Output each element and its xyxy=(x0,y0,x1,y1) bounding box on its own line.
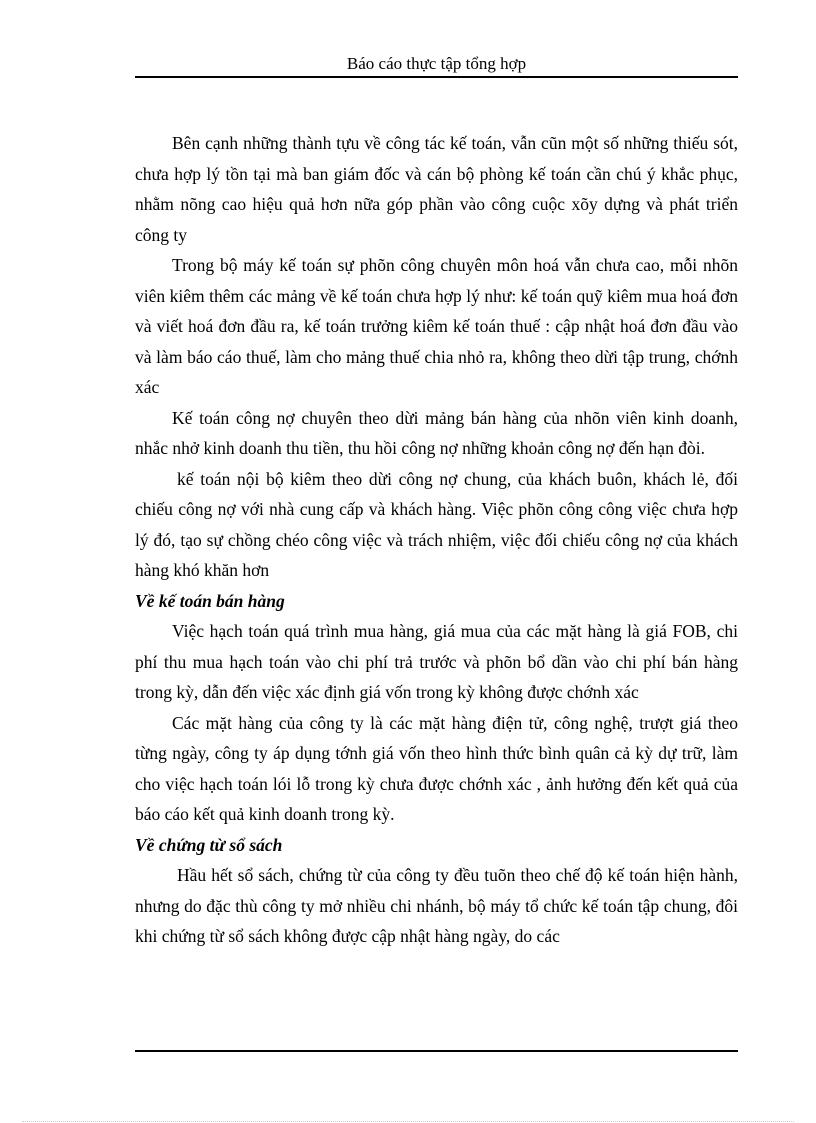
paragraph-6: Các mặt hàng của công ty là các mặt hàng điện tử, công nghệ, trượt giá theo từng ngày, công ty áp dụng tớnh giá vốn theo hình thức bình quân cả kỳ dự trữ, làm cho việc hạch toán lói lỗ trong kỳ chưa được chớnh xác , ảnh hưởng đến kết quả của báo cáo kết quả kinh doanh trong kỳ. xyxy=(135,712,738,824)
header-rule xyxy=(135,76,738,78)
paragraph-7: Hầu hết sổ sách, chứng từ của công ty đều tuõn theo chế độ kế toán hiện hành, nhưng do đặc thù công ty mở nhiều chi nhánh, bộ máy tổ chức kế toán tập chung, đôi khi chứng từ sổ sách không được cập nhật hàng ngày, do các xyxy=(135,865,738,946)
section-heading-documents-books: Về chứng từ sổ sách xyxy=(135,834,283,855)
page-edge-dotted-line xyxy=(22,1121,794,1122)
document-body xyxy=(135,128,738,952)
paragraph-1: Bên cạnh những thành tựu về công tác kế toán, vẫn cũn một số những thiếu sót, chưa hợp lý tồn tại mà ban giám đốc và cán bộ phòng kế toán cần chú ý khắc phục, nhằm nõng cao hiệu quả hơn nữa góp phần vào công cuộc xõy dựng và phát triển công ty xyxy=(135,133,738,245)
page-header-title: Báo cáo thực tập tổng hợp xyxy=(346,54,527,73)
section-heading-sales-accounting: Về kế toán bán hàng xyxy=(135,590,285,611)
paragraph-4: kế toán nội bộ kiêm theo dừi công nợ chung, của khách buôn, khách lẻ, đối chiếu công nợ với nhà cung cấp và khách hàng. Việc phõn công công việc chưa hợp lý đó, tạo sự chồng chéo công việc và trách nhiệm, việc đối chiếu công nợ của khách hàng khó khăn hơn xyxy=(135,468,738,580)
paragraph-2: Trong bộ máy kế toán sự phõn công chuyên môn hoá vẫn chưa cao, mỗi nhõn viên kiêm thêm các mảng về kế toán chưa hợp lý như: kế toán quỹ kiêm mua hoá đơn và viết hoá đơn đầu ra, kế toán trưởng kiêm kế toán thuế : cập nhật hoá đơn đầu vào và làm báo cáo thuế, làm cho mảng thuế chia nhỏ ra, không theo dừi tập trung, chớnh xác xyxy=(135,255,738,397)
paragraph-5: Việc hạch toán quá trình mua hàng, giá mua của các mặt hàng là giá FOB, chi phí thu mua hạch toán vào chi phí trả trước và phõn bổ dần vào chi phí bán hàng trong kỳ, dẫn đến việc xác định giá vốn trong kỳ không được chớnh xác xyxy=(135,621,738,702)
footer-rule xyxy=(135,1050,738,1052)
paragraph-3: Kế toán công nợ chuyên theo dừi mảng bán hàng của nhõn viên kinh doanh, nhắc nhở kinh doanh thu tiền, thu hồi công nợ những khoản công nợ đến hạn đòi. xyxy=(135,407,738,458)
